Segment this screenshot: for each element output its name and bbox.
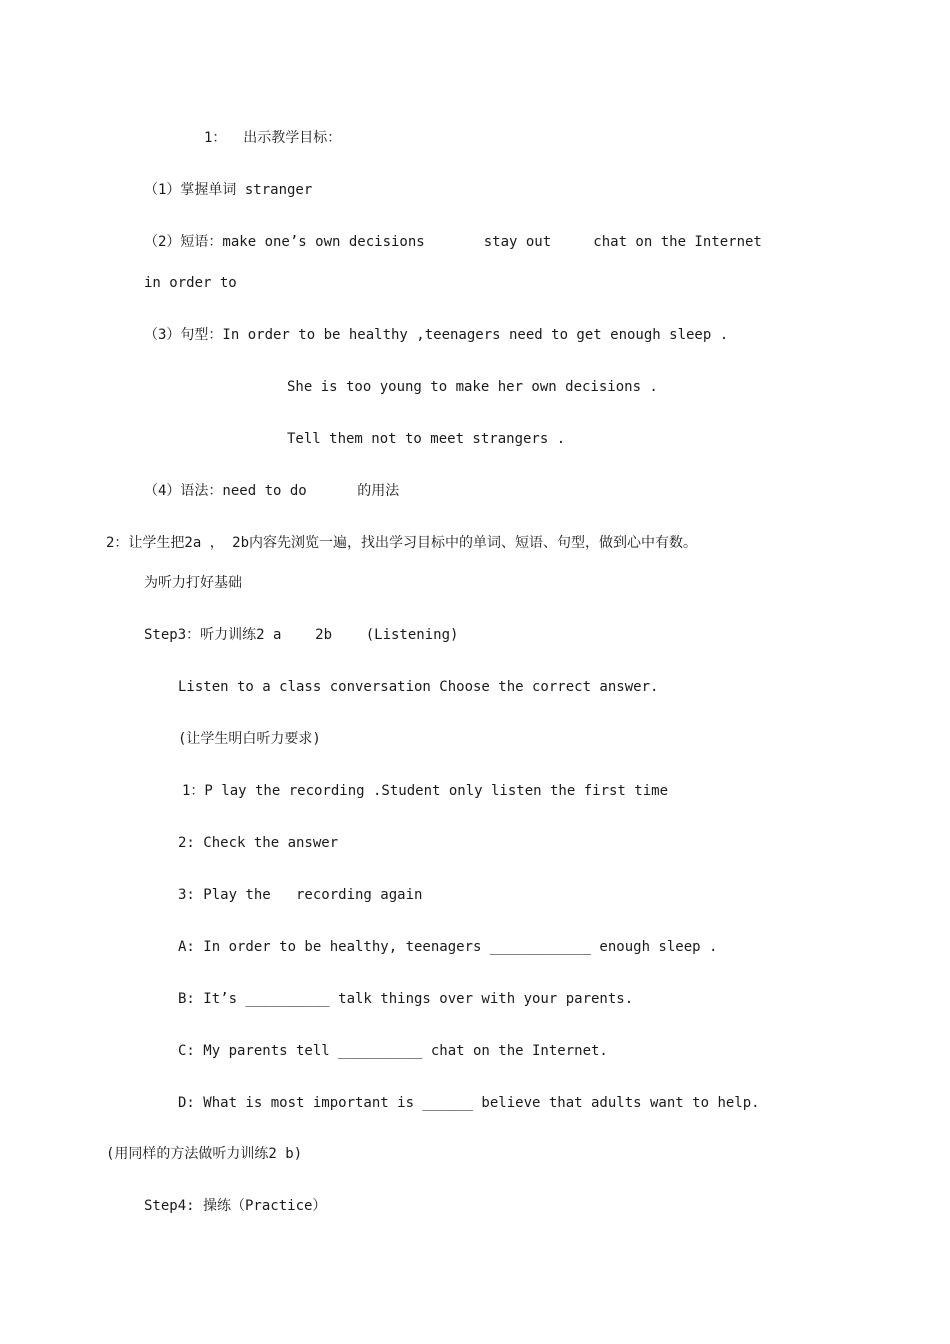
- objective-heading: 1： 出示教学目标：: [204, 130, 342, 146]
- question-a: A: In order to be healthy, teenagers ____________ enough sleep .: [178, 939, 718, 955]
- listening-task: Listen to a class conversation Choose the correct answer.: [178, 679, 659, 695]
- listening-requirement: (让学生明白听力要求): [178, 731, 321, 747]
- step-2-instruction: 2：让学生把2a ， 2b内容先浏览一遍，找出学习目标中的单词、短语、句型，做到心中有数。: [106, 535, 697, 551]
- listening-step-3: 3: Play the recording again: [178, 887, 423, 903]
- objective-phrases-cont: in order to: [144, 275, 237, 291]
- listening-step-1: 1：P lay the recording .Student only listen the first time: [182, 783, 669, 799]
- question-d: D: What is most important is ______ believe that adults want to help.: [178, 1095, 760, 1111]
- step-2-instruction-cont: 为听力打好基础: [144, 575, 242, 591]
- objective-sentences: （3）句型：In order to be healthy ,teenagers need to get enough sleep .: [144, 327, 729, 343]
- objective-words: （1）掌握单词 stranger: [144, 182, 313, 198]
- step4-heading: Step4: 操练（Practice）: [144, 1198, 327, 1214]
- question-c: C: My parents tell __________ chat on the Internet.: [178, 1043, 608, 1059]
- objective-phrases: （2）短语：make one’s own decisions stay out chat on the Internet: [144, 234, 762, 250]
- listening-step-2: 2: Check the answer: [178, 835, 339, 851]
- step3-heading: Step3：听力训练2 a 2b (Listening): [144, 627, 459, 643]
- sentence-example-1: She is too young to make her own decisions .: [287, 379, 658, 395]
- question-b: B: It’s __________ talk things over with your parents.: [178, 991, 634, 1007]
- listening-2b-note: (用同样的方法做听力训练2 b): [106, 1146, 303, 1162]
- objective-grammar: （4）语法：need to do 的用法: [144, 483, 400, 499]
- sentence-example-2: Tell them not to meet strangers .: [287, 431, 566, 447]
